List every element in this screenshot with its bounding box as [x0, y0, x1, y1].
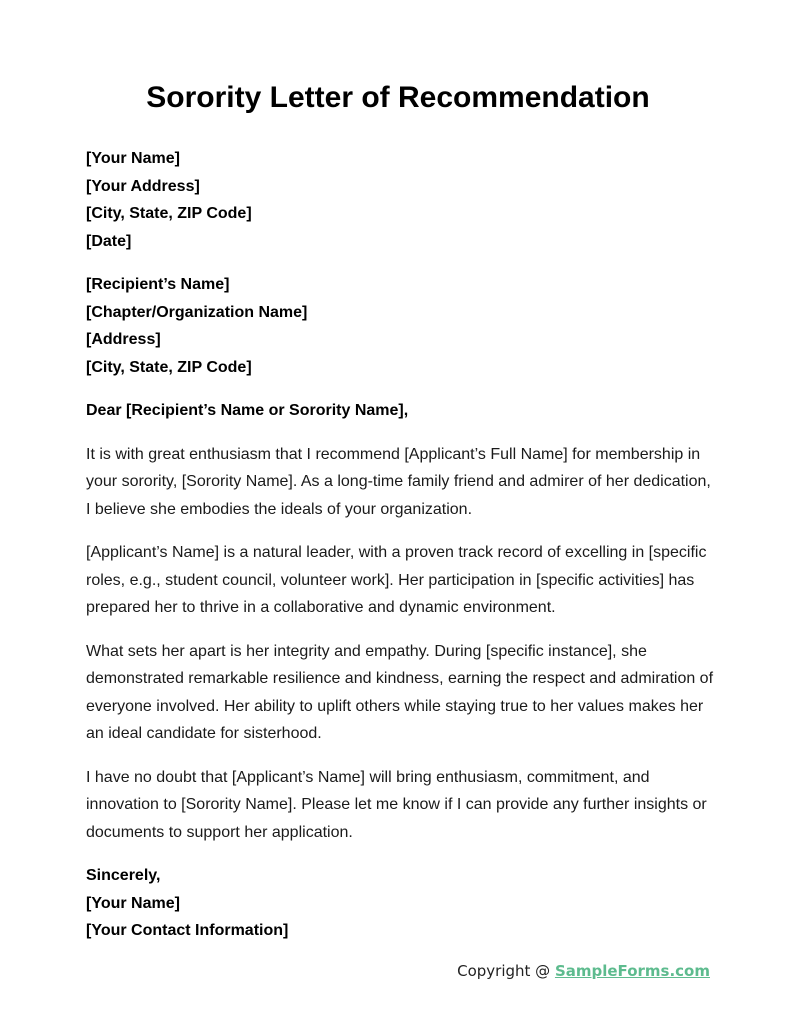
- recipient-address-block: [86, 271, 716, 381]
- document-title: Sorority Letter of Recommendation: [146, 81, 650, 114]
- copyright-footer: [457, 960, 710, 982]
- closing-signature-name: [Your Name]: [86, 894, 180, 912]
- sender-address: [Your Address]: [86, 177, 200, 195]
- recipient-city-state-zip: [City, State, ZIP Code]: [86, 358, 252, 376]
- salutation: Dear [Recipient’s Name or Sorority Name],: [86, 402, 409, 419]
- copyright-prefix: Copyright @: [457, 962, 555, 980]
- letter-date: [Date]: [86, 232, 132, 250]
- sender-city-state-zip: [City, State, ZIP Code]: [86, 205, 252, 222]
- paragraph-character: What sets her apart is her integrity and empathy. During [specific instance], she demonstrated remarkable resilience and kindness, earning the respect and admiration of everyone involved. Her ability to uplift others while staying true to her values makes her an ideal candidate for sisterhood.: [86, 642, 714, 742]
- sender-name: [Your Name]: [86, 150, 180, 167]
- letter-body: [86, 145, 716, 961]
- sampleforms-link[interactable]: SampleForms.com: [554, 962, 710, 980]
- sender-address-block: [86, 145, 716, 255]
- recipient-organization: [Chapter/Organization Name]: [86, 303, 308, 321]
- closing-valediction: Sincerely,: [86, 867, 161, 884]
- paragraph-leadership: [Applicant’s Name] is a natural leader, with a proven track record of excelling in [specific roles, e.g., student council, volunteer work]. Her participation in [specific activities] has prepared her to thrive in a collaborative and dynamic environment.: [86, 544, 707, 616]
- paragraph-introduction: It is with great enthusiasm that I recommend [Applicant’s Full Name] for membership in your sorority, [Sorority Name]. As a long-time family friend and admirer of her dedication, I believe she embodies the ideals of your organization.: [86, 445, 711, 518]
- closing-contact-info: [Your Contact Information]: [86, 922, 289, 939]
- recipient-name: [Recipient’s Name]: [86, 276, 230, 293]
- paragraph-conclusion: I have no doubt that [Applicant’s Name] will bring enthusiasm, commitment, and innovation to [Sorority Name]. Please let me know if I can provide any further insights or documents to support her application.: [86, 768, 707, 841]
- closing-block: [86, 862, 716, 945]
- recipient-address: [Address]: [86, 331, 161, 348]
